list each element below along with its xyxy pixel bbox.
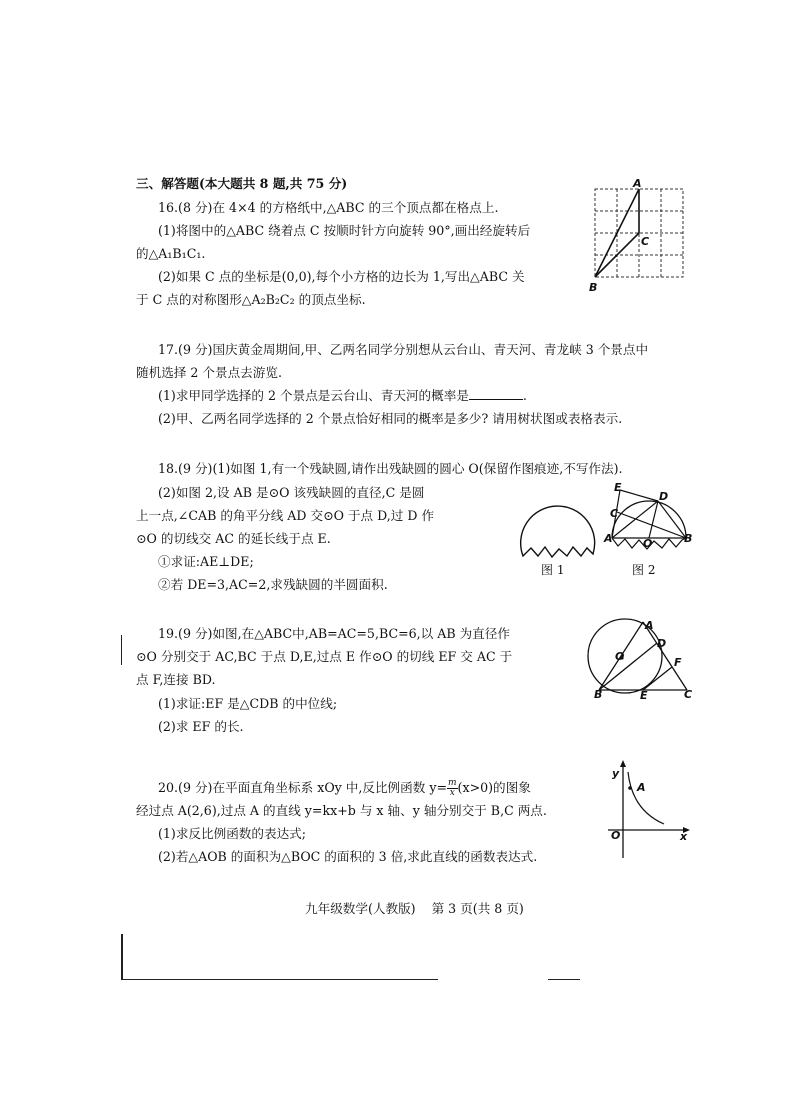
q17-line3-text: (1)求甲同学选择的 2 个景点是云台山、青天河的概率是 xyxy=(158,388,469,403)
q20-line4: (2)若△AOB 的面积为△BOC 的面积的 3 倍,求此直线的函数表达式. xyxy=(158,849,538,864)
q18-fig2-label-e: E xyxy=(614,481,622,494)
q16-label-b: B xyxy=(589,281,598,294)
q16-line2: (1)将图中的△ABC 绕着点 C 按顺时针方向旋转 90°,画出经旋转后 xyxy=(158,223,531,238)
q20-line1-b: (x>0)的图象 xyxy=(457,780,531,795)
q20-label-x: x xyxy=(680,830,688,843)
q20-line2: 经过点 A(2,6),过点 A 的直线 y=kx+b 与 x 轴、y 轴分别交于 B,C 两点. xyxy=(136,803,547,818)
q18-line2: (2)如图 2,设 AB 是⊙O 该残缺圆的直径,C 是圆 xyxy=(158,485,425,500)
q16-label-c: C xyxy=(641,235,650,248)
q20-line3: (1)求反比例函数的表达式; xyxy=(158,826,307,841)
q19-label-d: D xyxy=(657,637,667,650)
q16-grid-figure xyxy=(594,188,686,280)
scan-mark-left-lower xyxy=(121,934,123,980)
q19-figure xyxy=(584,612,694,696)
q19-label-b: B xyxy=(594,688,603,701)
q19-label-e: E xyxy=(640,689,648,702)
scan-rule-bottom-left xyxy=(121,979,438,980)
q19-label-o: O xyxy=(615,650,625,663)
q17-line1: 17.(9 分)国庆黄金周期间,甲、乙两名同学分别想从云台山、青天河、青龙峡 3 个景点中 xyxy=(158,342,649,357)
q20-label-a: A xyxy=(637,781,646,794)
q17-line3 xyxy=(158,387,527,405)
q19-line5: (2)求 EF 的长. xyxy=(158,719,244,734)
q19-label-a: A xyxy=(645,619,654,632)
q17-answer-blank xyxy=(469,388,523,400)
q19-line1: 19.(9 分)如图,在△ABC中,AB=AC=5,BC=6,以 AB 为直径作 xyxy=(158,626,510,641)
q20-frac-den: x xyxy=(449,788,455,798)
q16-label-a: A xyxy=(633,177,642,190)
q18-fig2-label-o: O xyxy=(643,537,653,550)
q18-fig2-caption: 图 2 xyxy=(632,563,656,577)
q17-line3-end: . xyxy=(522,388,527,403)
q18-fig2-label-a: A xyxy=(604,532,613,545)
page-footer: 九年级数学(人教版) 第 3 页(共 8 页) xyxy=(305,901,524,916)
q18-line3: 上一点,∠CAB 的角平分线 AD 交⊙O 于点 D,过 D 作 xyxy=(136,508,435,523)
q19-line2: ⊙O 分别交于 AC,BC 于点 D,E,过点 E 作⊙O 的切线 EF 交 AC 于 xyxy=(136,649,513,664)
q19-label-f: F xyxy=(674,656,682,669)
scan-mark-left-upper xyxy=(121,635,122,665)
q18-fig1-broken-circle xyxy=(515,492,597,562)
q19-label-c: C xyxy=(684,688,693,701)
q20-fraction xyxy=(447,779,458,798)
q18-fig2-label-b: B xyxy=(684,532,693,545)
q17-line2: 随机选择 2 个景点去游览. xyxy=(136,365,282,380)
q18-line6: ②若 DE=3,AC=2,求残缺圆的半圆面积. xyxy=(158,577,388,592)
section-heading: 三、解答题(本大题共 8 题,共 75 分) xyxy=(136,176,348,191)
q20-line1-a: 20.(9 分)在平面直角坐标系 xOy 中,反比例函数 y= xyxy=(158,780,447,795)
q16-line4: (2)如果 C 点的坐标是(0,0),每个小方格的边长为 1,写出△ABC 关 xyxy=(158,269,525,284)
q18-fig1-caption: 图 1 xyxy=(541,563,565,577)
q18-fig2-label-d: D xyxy=(659,490,669,503)
q19-line3: 点 F,连接 BD. xyxy=(136,672,216,687)
q20-line1 xyxy=(158,779,531,798)
q19-line4: (1)求证:EF 是△CDB 的中位线; xyxy=(158,696,338,711)
q16-line5: 于 C 点的对称图形△A₂B₂C₂ 的顶点坐标. xyxy=(136,292,366,307)
q20-frac-num: m xyxy=(448,778,457,788)
scan-rule-bottom-right xyxy=(548,979,580,980)
q16-line1: 16.(8 分)在 4×4 的方格纸中,△ABC 的三个顶点都在格点上. xyxy=(158,200,499,215)
q18-line4: ⊙O 的切线交 AC 的延长线于点 E. xyxy=(136,531,331,546)
q17-line4: (2)甲、乙两名同学选择的 2 个景点恰好相同的概率是多少? 请用树状图或表格表示. xyxy=(158,411,623,426)
q16-line3: 的△A₁B₁C₁. xyxy=(136,246,206,261)
q18-line1: 18.(9 分)(1)如图 1,有一个残缺圆,请作出残缺圆的圆心 O(保留作图痕迹,不写作法). xyxy=(158,461,623,476)
q18-line5: ①求证:AE⊥DE; xyxy=(158,554,254,569)
q20-label-y: y xyxy=(612,767,620,780)
q20-label-o: O xyxy=(611,829,621,842)
q18-fig2-label-c: C xyxy=(610,507,619,520)
